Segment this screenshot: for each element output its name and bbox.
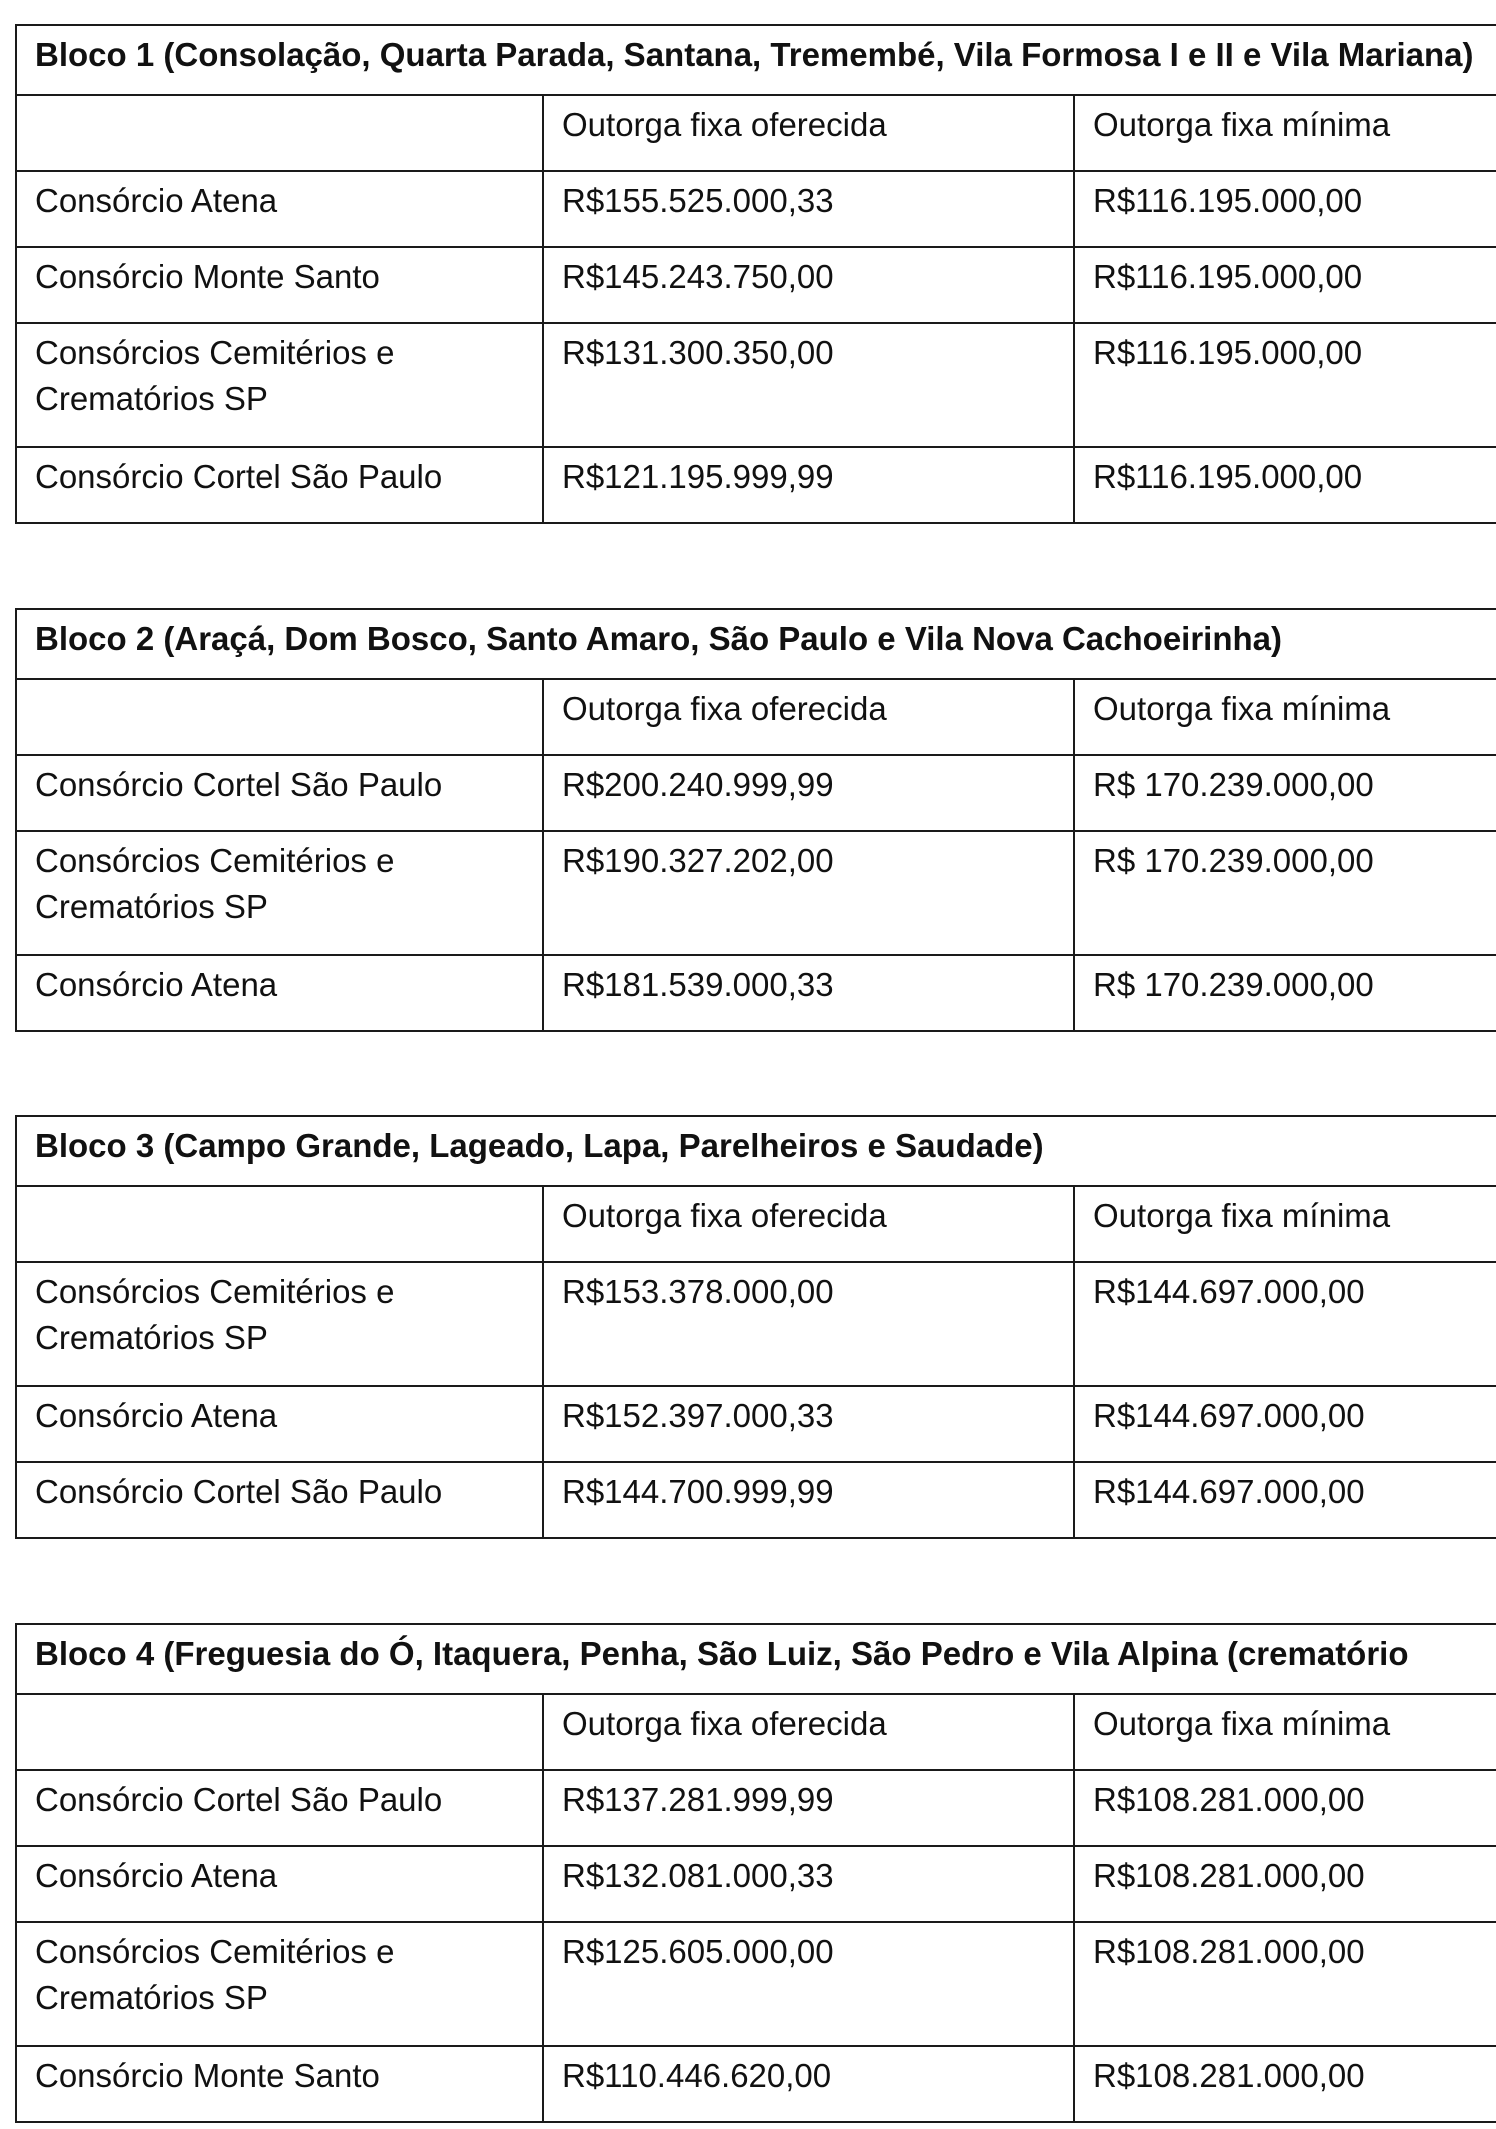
table-header-row [16,1694,1496,1770]
table-header-row [16,679,1496,755]
consortium-name: Consórcio Cortel São Paulo [16,1770,543,1846]
table-row [16,1462,1496,1538]
block-title-text: (Consolação, Quarta Parada, Santana, Tremembé, Vila Formosa I e II e Vila Mariana) [163,36,1474,73]
consortium-name: Consórcio Atena [16,955,543,1031]
block-title [16,1116,1496,1186]
minimum-value: R$ 170.239.000,00 [1074,955,1496,1031]
header-minimum: Outorga fixa mínima [1074,1694,1496,1770]
header-name [16,95,543,171]
table-row [16,831,1496,955]
minimum-value: R$144.697.000,00 [1074,1386,1496,1462]
offered-value: R$125.605.000,00 [543,1922,1074,2046]
offered-value: R$200.240.999,99 [543,755,1074,831]
table-row [16,171,1496,247]
offered-value: R$110.446.620,00 [543,2046,1074,2122]
header-offered: Outorga fixa oferecida [543,1694,1074,1770]
offered-value: R$190.327.202,00 [543,831,1074,955]
minimum-value: R$ 170.239.000,00 [1074,831,1496,955]
table-row [16,1262,1496,1386]
table-header-row [16,1186,1496,1262]
minimum-value: R$108.281.000,00 [1074,1770,1496,1846]
block-4-table [15,1623,1496,2123]
header-minimum: Outorga fixa mínima [1074,1186,1496,1262]
consortium-name: Consórcio Atena [16,171,543,247]
offered-value: R$137.281.999,99 [543,1770,1074,1846]
minimum-value: R$144.697.000,00 [1074,1262,1496,1386]
minimum-value: R$108.281.000,00 [1074,1922,1496,2046]
header-offered: Outorga fixa oferecida [543,1186,1074,1262]
table-title-row [16,1624,1496,1694]
table-row [16,1846,1496,1922]
offered-value: R$145.243.750,00 [543,247,1074,323]
offered-value: R$131.300.350,00 [543,323,1074,447]
table-row [16,2046,1496,2122]
table-header-row [16,95,1496,171]
minimum-value: R$116.195.000,00 [1074,323,1496,447]
header-minimum: Outorga fixa mínima [1074,679,1496,755]
table-row [16,955,1496,1031]
block-2-table [15,608,1496,1032]
block-title [16,609,1496,679]
header-offered: Outorga fixa oferecida [543,679,1074,755]
consortium-name: Consórcio Atena [16,1386,543,1462]
block-label: Bloco 1 [35,36,155,73]
consortium-name: Consórcio Cortel São Paulo [16,1462,543,1538]
minimum-value: R$ 170.239.000,00 [1074,755,1496,831]
block-4-table-container [15,1623,1496,2123]
table-row [16,755,1496,831]
header-name [16,1186,543,1262]
block-2-table-container [15,608,1496,1032]
consortium-name: Consórcio Cortel São Paulo [16,755,543,831]
minimum-value: R$116.195.000,00 [1074,247,1496,323]
minimum-value: R$116.195.000,00 [1074,447,1496,523]
header-minimum: Outorga fixa mínima [1074,95,1496,171]
header-name [16,1694,543,1770]
table-row [16,1386,1496,1462]
offered-value: R$153.378.000,00 [543,1262,1074,1386]
offered-value: R$181.539.000,33 [543,955,1074,1031]
block-3-table-container [15,1115,1496,1539]
table-title-row [16,25,1496,95]
table-title-row [16,1116,1496,1186]
consortium-name: Consórcio Atena [16,1846,543,1922]
consortium-name: Consórcios Cemitérios e Crematórios SP [16,323,543,447]
minimum-value: R$116.195.000,00 [1074,171,1496,247]
block-1-table-container [15,24,1496,524]
table-row [16,447,1496,523]
consortium-name: Consórcio Cortel São Paulo [16,447,543,523]
block-title-text: (Freguesia do Ó, Itaquera, Penha, São Luiz, São Pedro e Vila Alpina (crematório [163,1635,1409,1672]
block-1-table [15,24,1496,524]
consortium-name: Consórcio Monte Santo [16,2046,543,2122]
minimum-value: R$144.697.000,00 [1074,1462,1496,1538]
table-row [16,323,1496,447]
offered-value: R$121.195.999,99 [543,447,1074,523]
table-title-row [16,609,1496,679]
consortium-name: Consórcios Cemitérios e Crematórios SP [16,831,543,955]
block-label: Bloco 2 [35,620,155,657]
block-title [16,25,1496,95]
offered-value: R$152.397.000,33 [543,1386,1074,1462]
block-title [16,1624,1496,1694]
block-3-table [15,1115,1496,1539]
minimum-value: R$108.281.000,00 [1074,1846,1496,1922]
offered-value: R$144.700.999,99 [543,1462,1074,1538]
block-label: Bloco 4 [35,1635,155,1672]
consortium-name: Consórcios Cemitérios e Crematórios SP [16,1262,543,1386]
header-name [16,679,543,755]
table-row [16,247,1496,323]
block-title-text: (Campo Grande, Lageado, Lapa, Parelheiros e Saudade) [163,1127,1044,1164]
table-row [16,1770,1496,1846]
consortium-name: Consórcio Monte Santo [16,247,543,323]
minimum-value: R$108.281.000,00 [1074,2046,1496,2122]
block-title-text: (Araçá, Dom Bosco, Santo Amaro, São Paulo e Vila Nova Cachoeirinha) [163,620,1283,657]
offered-value: R$155.525.000,33 [543,171,1074,247]
consortium-name: Consórcios Cemitérios e Crematórios SP [16,1922,543,2046]
block-label: Bloco 3 [35,1127,155,1164]
header-offered: Outorga fixa oferecida [543,95,1074,171]
table-row [16,1922,1496,2046]
offered-value: R$132.081.000,33 [543,1846,1074,1922]
